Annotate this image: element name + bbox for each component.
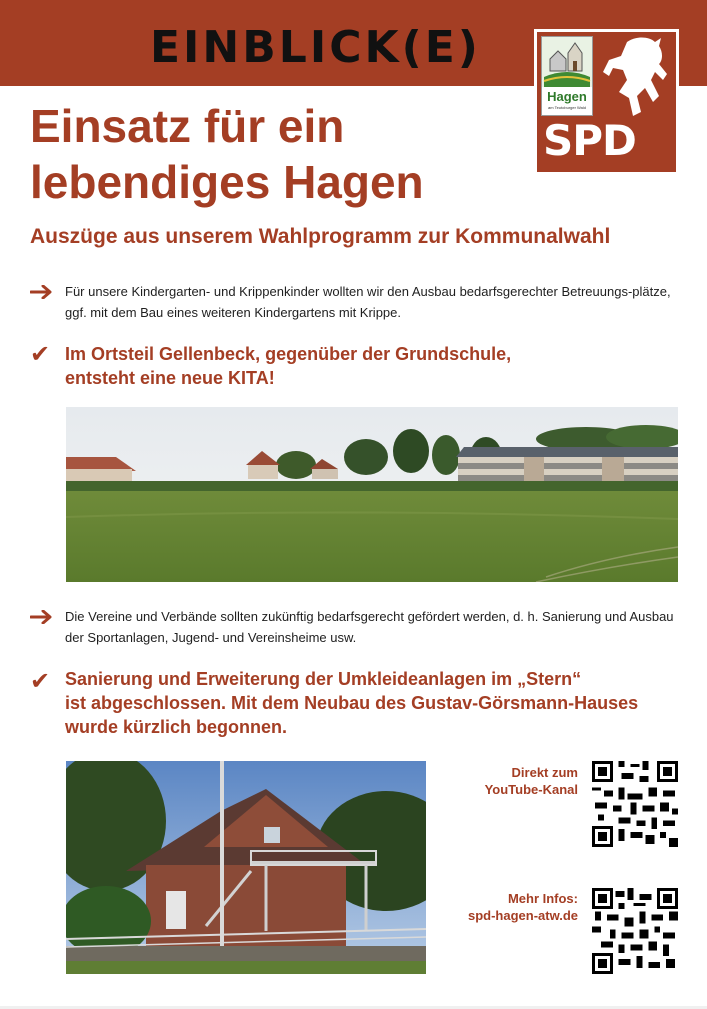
checkmark-icon: ✔ [30,667,51,695]
photo-school-field [66,407,678,582]
masthead-title: EINBLICK(E) [150,22,481,73]
town-name: Hagen [547,89,587,104]
youtube-label-line-2: YouTube-Kanal [484,782,578,797]
website-qr-code[interactable] [592,888,678,974]
callout-1-line-1: Im Ortsteil Gellenbeck, gegenüber der Grundschule, [65,344,512,364]
spd-logo [534,29,679,175]
info-label-line-1: Mehr Infos: [507,891,578,906]
info-label [428,890,578,924]
callout-1-line-2: entsteht eine neue KITA! [65,368,275,388]
callout-2-line-3: wurde kürzlich begonnen. [65,717,288,737]
page-headline [30,98,500,210]
program-point-1: Für unsere Kindergarten- und Krippenkinder wollten wir den Ausbau bedarfsgerechter Betreuungs-plätze, ggf. mit dem Bau eines weiteren Kindergartens mit Krippe. [65,284,671,320]
photo-club-house [66,761,426,974]
page-subtitle: Auszüge aus unserem Wahlprogramm zur Kommunalwahl [30,225,611,248]
program-point-2: Die Vereine und Verbände sollten zukünftig bedarfsgerecht gefördert werden, d. h. Sanierung und Ausbau der Sportanlagen, Jugend- und Vereinsheime usw. [65,609,674,645]
headline-line-1: Einsatz für ein [30,100,345,152]
youtube-label [428,764,578,798]
town-badge [541,36,593,116]
website-link[interactable]: spd-hagen-atw.de [467,908,578,923]
youtube-qr-code[interactable] [592,761,678,847]
callout-1 [65,342,680,390]
town-subtitle: am Teutoburger Wald [547,105,587,110]
checkmark-icon: ✔ [30,340,51,368]
party-name: SPD [543,116,636,165]
town-crest-icon [542,37,592,87]
callout-2-line-2: ist abgeschlossen. Mit dem Neubau des Gustav-Görsmann-Hauses [65,693,639,713]
callout-2-line-1: Sanierung und Erweiterung der Umkleideanlagen im „Stern“ [65,669,582,689]
horse-icon [597,34,679,122]
arrow-right-icon [30,610,54,624]
arrow-right-icon [30,285,54,299]
callout-2 [65,667,680,739]
headline-line-2: lebendiges Hagen [30,156,424,208]
youtube-label-line-1: Direkt zum [511,765,578,780]
